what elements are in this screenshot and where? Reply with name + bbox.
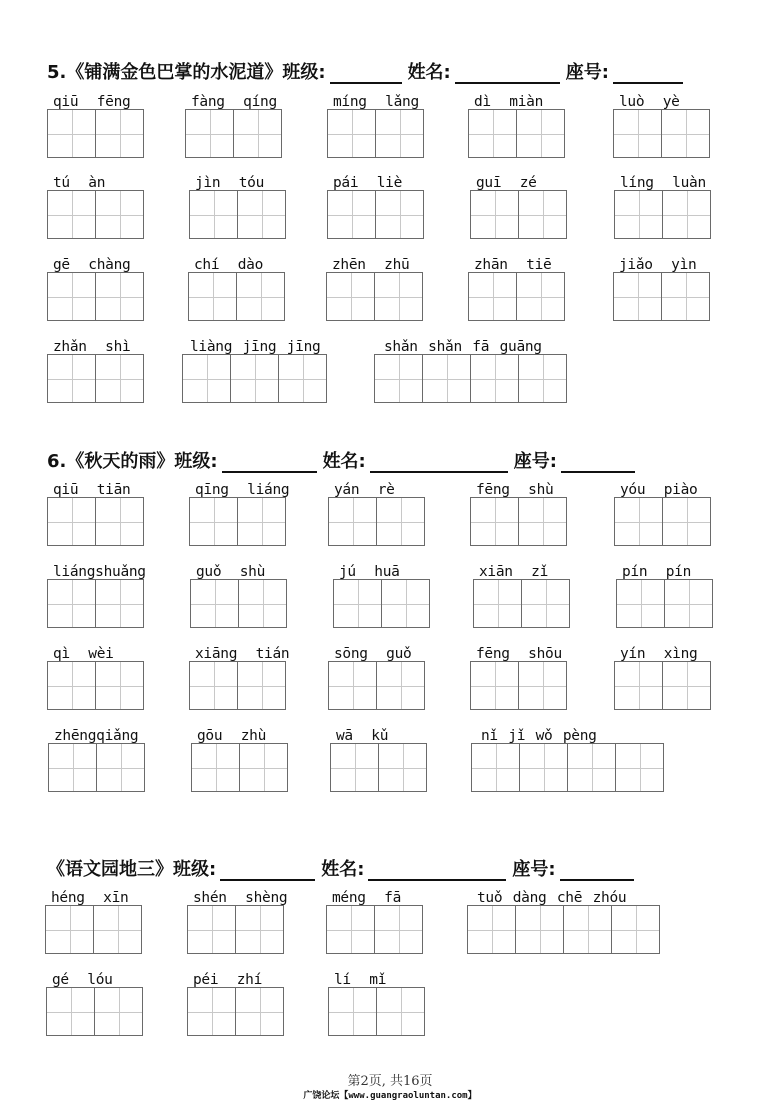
writing-grid (616, 579, 713, 628)
word-group (189, 175, 287, 241)
name-label: 姓名: (407, 62, 451, 83)
word-group (473, 564, 571, 630)
tianzige-cell[interactable] (96, 743, 145, 792)
tianzige-cell[interactable] (518, 354, 567, 403)
tianzige-cell[interactable] (230, 354, 279, 403)
word-group (46, 972, 144, 1038)
word-group (470, 175, 568, 241)
tianzige-cell[interactable] (567, 743, 616, 792)
word-group (327, 94, 425, 160)
tianzige-cell[interactable] (518, 661, 567, 710)
pinyin-label: zhēngqiǎng (54, 728, 139, 744)
tianzige-cell[interactable] (95, 109, 144, 158)
tianzige-cell[interactable] (661, 272, 710, 321)
tianzige-cell[interactable] (47, 661, 96, 710)
word-group (48, 728, 146, 794)
pinyin-label: zhān tiē (474, 257, 552, 273)
name-label: 姓名: (322, 451, 366, 472)
word-group (47, 482, 145, 548)
tianzige-cell[interactable] (375, 109, 424, 158)
tianzige-cell[interactable] (236, 272, 285, 321)
writing-grid (327, 109, 424, 158)
word-group (616, 564, 714, 630)
writing-grid (468, 109, 565, 158)
word-group (47, 646, 145, 712)
word-group (330, 728, 428, 794)
writing-grid (45, 905, 142, 954)
writing-grid (330, 743, 427, 792)
tianzige-cell[interactable] (470, 190, 519, 239)
pinyin-label: jiǎo yìn (619, 257, 697, 273)
tianzige-cell[interactable] (328, 497, 377, 546)
word-group (613, 94, 711, 160)
writing-grid (47, 272, 144, 321)
writing-grid (189, 190, 286, 239)
section-title: 《语文园地三》班级: (47, 859, 217, 880)
pinyin-label: méng fā (332, 890, 402, 906)
writing-grid (471, 743, 664, 792)
tianzige-cell[interactable] (374, 354, 423, 403)
class-field[interactable] (222, 453, 317, 473)
pinyin-label: nǐ jǐ wǒ pèng (481, 728, 597, 744)
word-group (191, 728, 289, 794)
tianzige-cell[interactable] (189, 190, 238, 239)
tianzige-cell[interactable] (233, 109, 282, 158)
tianzige-cell[interactable] (521, 579, 570, 628)
word-group (47, 339, 145, 405)
pinyin-label: tuǒ dàng chē zhóu (477, 890, 627, 906)
tianzige-cell[interactable] (376, 497, 425, 546)
name-field[interactable] (370, 453, 508, 473)
tianzige-cell[interactable] (94, 987, 143, 1036)
tianzige-cell[interactable] (516, 109, 565, 158)
pinyin-label: zhǎn shì (53, 339, 131, 355)
tianzige-cell[interactable] (48, 743, 97, 792)
tianzige-cell[interactable] (239, 743, 288, 792)
writing-grid (188, 272, 285, 321)
tianzige-cell[interactable] (235, 987, 284, 1036)
pinyin-label: pín pín (622, 564, 692, 580)
word-group (333, 564, 431, 630)
writing-grid (470, 190, 567, 239)
pinyin-label: yán rè (334, 482, 395, 498)
pinyin-label: lí mǐ (334, 972, 387, 988)
writing-grid (187, 987, 284, 1036)
pinyin-label: xiān zǐ (479, 564, 549, 580)
tianzige-cell[interactable] (374, 272, 423, 321)
tianzige-cell[interactable] (616, 579, 665, 628)
pinyin-label: yóu piào (620, 482, 698, 498)
tianzige-cell[interactable] (326, 905, 375, 954)
writing-grid (189, 497, 286, 546)
word-group (327, 175, 425, 241)
source-watermark: 广饶论坛【www.guangraoluntan.com】 (303, 1091, 477, 1101)
word-group (187, 972, 285, 1038)
pinyin-label: péi zhí (193, 972, 263, 988)
word-group (328, 646, 426, 712)
tianzige-cell[interactable] (615, 743, 664, 792)
pinyin-label: héng xīn (51, 890, 129, 906)
tianzige-cell[interactable] (375, 190, 424, 239)
tianzige-cell[interactable] (470, 497, 519, 546)
tianzige-cell[interactable] (237, 661, 286, 710)
tianzige-cell[interactable] (376, 661, 425, 710)
writing-grid (48, 743, 145, 792)
seat-field[interactable] (613, 64, 683, 84)
word-group (614, 175, 712, 241)
word-group (190, 564, 288, 630)
tianzige-cell[interactable] (467, 905, 516, 954)
tianzige-cell[interactable] (333, 579, 382, 628)
tianzige-cell[interactable] (237, 497, 286, 546)
word-group (614, 646, 712, 712)
writing-grid (328, 987, 425, 1036)
tianzige-cell[interactable] (326, 272, 375, 321)
tianzige-cell[interactable] (662, 190, 711, 239)
tianzige-cell[interactable] (613, 272, 662, 321)
tianzige-cell[interactable] (563, 905, 612, 954)
section-yuwen-header (47, 855, 640, 881)
tianzige-cell[interactable] (613, 109, 662, 158)
tianzige-cell[interactable] (237, 190, 286, 239)
word-group (47, 175, 145, 241)
writing-grid (46, 987, 143, 1036)
tianzige-cell[interactable] (664, 579, 713, 628)
section-6-header (47, 447, 641, 473)
tianzige-cell[interactable] (422, 354, 471, 403)
tianzige-cell[interactable] (328, 661, 377, 710)
word-group (468, 257, 566, 323)
tianzige-cell[interactable] (47, 272, 96, 321)
tianzige-cell[interactable] (190, 579, 239, 628)
writing-grid (47, 497, 144, 546)
tianzige-cell[interactable] (95, 579, 144, 628)
word-group (326, 257, 424, 323)
writing-grid (47, 661, 144, 710)
tianzige-cell[interactable] (662, 661, 711, 710)
tianzige-cell[interactable] (614, 661, 663, 710)
writing-grid (47, 354, 144, 403)
pinyin-label: fēng shōu (476, 646, 562, 662)
tianzige-cell[interactable] (468, 272, 517, 321)
tianzige-cell[interactable] (95, 661, 144, 710)
pinyin-label: míng lǎng (333, 94, 419, 110)
tianzige-cell[interactable] (381, 579, 430, 628)
pinyin-label: yín xìng (620, 646, 698, 662)
pinyin-label: gōu zhù (197, 728, 267, 744)
tianzige-cell[interactable] (376, 987, 425, 1036)
tianzige-cell[interactable] (378, 743, 427, 792)
tianzige-cell[interactable] (518, 190, 567, 239)
word-group (328, 482, 426, 548)
tianzige-cell[interactable] (185, 109, 234, 158)
tianzige-cell[interactable] (47, 354, 96, 403)
section-5-header (47, 58, 689, 84)
writing-grid (190, 579, 287, 628)
word-group (467, 890, 663, 956)
tianzige-cell[interactable] (45, 905, 94, 954)
tianzige-cell[interactable] (614, 190, 663, 239)
tianzige-cell[interactable] (661, 109, 710, 158)
pinyin-label: jú huā (339, 564, 400, 580)
pinyin-label: jìn tóu (195, 175, 265, 191)
word-group (471, 728, 667, 794)
pinyin-label: gē chàng (53, 257, 131, 273)
word-group (189, 482, 290, 548)
name-label: 姓名: (321, 859, 365, 880)
writing-grid (613, 109, 710, 158)
writing-grid (614, 497, 711, 546)
word-group (45, 890, 143, 956)
word-group (470, 482, 568, 548)
section-title: 6.《秋天的雨》班级: (47, 451, 218, 472)
pinyin-label: qiū fēng (53, 94, 131, 110)
tianzige-cell[interactable] (93, 905, 142, 954)
writing-grid (185, 109, 282, 158)
class-field[interactable] (330, 64, 402, 84)
writing-grid (47, 190, 144, 239)
tianzige-cell[interactable] (278, 354, 327, 403)
pinyin-label: gé lóu (52, 972, 113, 988)
seat-label: 座号: (512, 859, 556, 880)
writing-grid (182, 354, 327, 403)
pinyin-label: sōng guǒ (334, 646, 412, 662)
writing-grid (613, 272, 710, 321)
tianzige-cell[interactable] (235, 905, 284, 954)
seat-field[interactable] (560, 861, 634, 881)
writing-grid (191, 743, 288, 792)
word-group (614, 482, 712, 548)
word-group (185, 94, 283, 160)
tianzige-cell[interactable] (470, 354, 519, 403)
pinyin-label: guǒ shù (196, 564, 266, 580)
tianzige-cell[interactable] (515, 905, 564, 954)
tianzige-cell[interactable] (47, 190, 96, 239)
pinyin-label: qīng liáng (195, 482, 290, 498)
tianzige-cell[interactable] (238, 579, 287, 628)
writing-grid (187, 905, 284, 954)
writing-grid (326, 272, 423, 321)
seat-field[interactable] (561, 453, 635, 473)
pinyin-label: fàng qíng (191, 94, 277, 110)
pinyin-label: tú àn (53, 175, 106, 191)
writing-grid (467, 905, 660, 954)
pinyin-label: pái liè (333, 175, 403, 191)
pinyin-label: qiū tiān (53, 482, 131, 498)
writing-grid (47, 109, 144, 158)
tianzige-cell[interactable] (611, 905, 660, 954)
pinyin-label: xiāng tián (195, 646, 290, 662)
word-group (470, 646, 568, 712)
name-field[interactable] (455, 64, 560, 84)
tianzige-cell[interactable] (516, 272, 565, 321)
word-group (468, 94, 566, 160)
pinyin-label: liángshuǎng (53, 564, 146, 580)
word-group (47, 94, 145, 160)
writing-grid (326, 905, 423, 954)
writing-grid (614, 661, 711, 710)
tianzige-cell[interactable] (470, 661, 519, 710)
tianzige-cell[interactable] (471, 743, 520, 792)
pinyin-label: liàng jīng jīng (190, 339, 321, 355)
tianzige-cell[interactable] (519, 743, 568, 792)
seat-label: 座号: (513, 451, 557, 472)
word-group (613, 257, 711, 323)
writing-grid (614, 190, 711, 239)
writing-grid (328, 497, 425, 546)
tianzige-cell[interactable] (662, 497, 711, 546)
writing-grid (468, 272, 565, 321)
class-field[interactable] (220, 861, 315, 881)
tianzige-cell[interactable] (189, 661, 238, 710)
writing-grid (333, 579, 430, 628)
tianzige-cell[interactable] (374, 905, 423, 954)
tianzige-cell[interactable] (188, 272, 237, 321)
tianzige-cell[interactable] (518, 497, 567, 546)
tianzige-cell[interactable] (614, 497, 663, 546)
seat-label: 座号: (565, 62, 609, 83)
pinyin-label: fēng shù (476, 482, 554, 498)
writing-grid (189, 661, 286, 710)
tianzige-cell[interactable] (189, 497, 238, 546)
writing-grid (470, 497, 567, 546)
word-group (187, 890, 288, 956)
word-group (326, 890, 424, 956)
writing-grid (374, 354, 567, 403)
tianzige-cell[interactable] (187, 987, 236, 1036)
tianzige-cell[interactable] (95, 272, 144, 321)
word-group (47, 564, 145, 630)
writing-grid (470, 661, 567, 710)
pinyin-label: guī zé (476, 175, 537, 191)
pinyin-label: shén shèng (193, 890, 288, 906)
tianzige-cell[interactable] (191, 743, 240, 792)
word-group (328, 972, 426, 1038)
pinyin-label: zhēn zhū (332, 257, 410, 273)
pinyin-label: qì wèi (53, 646, 114, 662)
tianzige-cell[interactable] (327, 109, 376, 158)
writing-grid (47, 579, 144, 628)
tianzige-cell[interactable] (187, 905, 236, 954)
tianzige-cell[interactable] (473, 579, 522, 628)
section-title: 5.《铺满金色巴掌的水泥道》班级: (47, 62, 326, 83)
pinyin-label: shǎn shǎn fā guāng (384, 339, 542, 355)
page-number: 第2页, 共16页 (347, 1074, 433, 1089)
writing-grid (327, 190, 424, 239)
writing-grid (328, 661, 425, 710)
word-group (374, 339, 570, 405)
tianzige-cell[interactable] (182, 354, 231, 403)
pinyin-label: luò yè (619, 94, 680, 110)
writing-grid (473, 579, 570, 628)
pinyin-label: wā kǔ (336, 728, 389, 744)
tianzige-cell[interactable] (46, 987, 95, 1036)
tianzige-cell[interactable] (47, 497, 96, 546)
pinyin-label: chí dào (194, 257, 264, 273)
pinyin-label: líng luàn (620, 175, 706, 191)
tianzige-cell[interactable] (47, 109, 96, 158)
tianzige-cell[interactable] (95, 190, 144, 239)
tianzige-cell[interactable] (47, 579, 96, 628)
tianzige-cell[interactable] (327, 190, 376, 239)
tianzige-cell[interactable] (468, 109, 517, 158)
pinyin-label: dì miàn (474, 94, 544, 110)
word-group (189, 646, 290, 712)
word-group (182, 339, 329, 405)
tianzige-cell[interactable] (330, 743, 379, 792)
name-field[interactable] (368, 861, 506, 881)
word-group (188, 257, 286, 323)
word-group (47, 257, 145, 323)
tianzige-cell[interactable] (95, 497, 144, 546)
tianzige-cell[interactable] (328, 987, 377, 1036)
tianzige-cell[interactable] (95, 354, 144, 403)
